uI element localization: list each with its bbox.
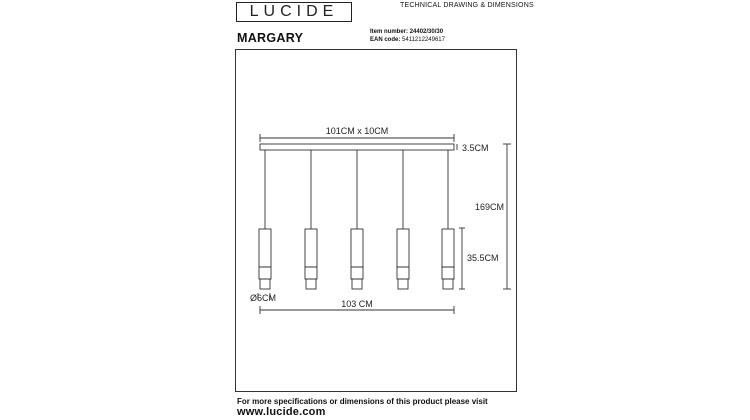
pendant-3	[351, 150, 363, 289]
canopy-dimension-label: 101CM x 10CM	[325, 126, 389, 136]
footer-website-link[interactable]: www.lucide.com	[237, 406, 326, 418]
document-type: TECHNICAL DRAWING & DIMENSIONS	[400, 2, 534, 9]
pendant-1	[259, 150, 271, 289]
item-number-value: 24402/30/30	[409, 29, 444, 35]
lucide-logo: LUCIDE	[236, 2, 352, 22]
total-height-label: 169CM	[475, 202, 505, 212]
canopy-height-label: 3.5CM	[462, 143, 489, 153]
footer-note: For more specifications or dimensions of this product please visit	[237, 397, 488, 406]
diameter-label: Ø6CM	[250, 293, 277, 303]
pendant-2	[305, 150, 317, 289]
ean-code-label: EAN code:	[370, 37, 401, 43]
product-name: MARGARY	[237, 31, 304, 45]
canopy	[260, 144, 454, 150]
pendant-4	[397, 150, 409, 289]
ean-code-value: 5411212249617	[402, 37, 445, 43]
total-width-label: 103 CM	[341, 299, 373, 309]
pendant-height-label: 35.5CM	[467, 253, 499, 263]
item-number-label: Item number:	[370, 29, 409, 35]
pendant-5	[442, 150, 454, 289]
